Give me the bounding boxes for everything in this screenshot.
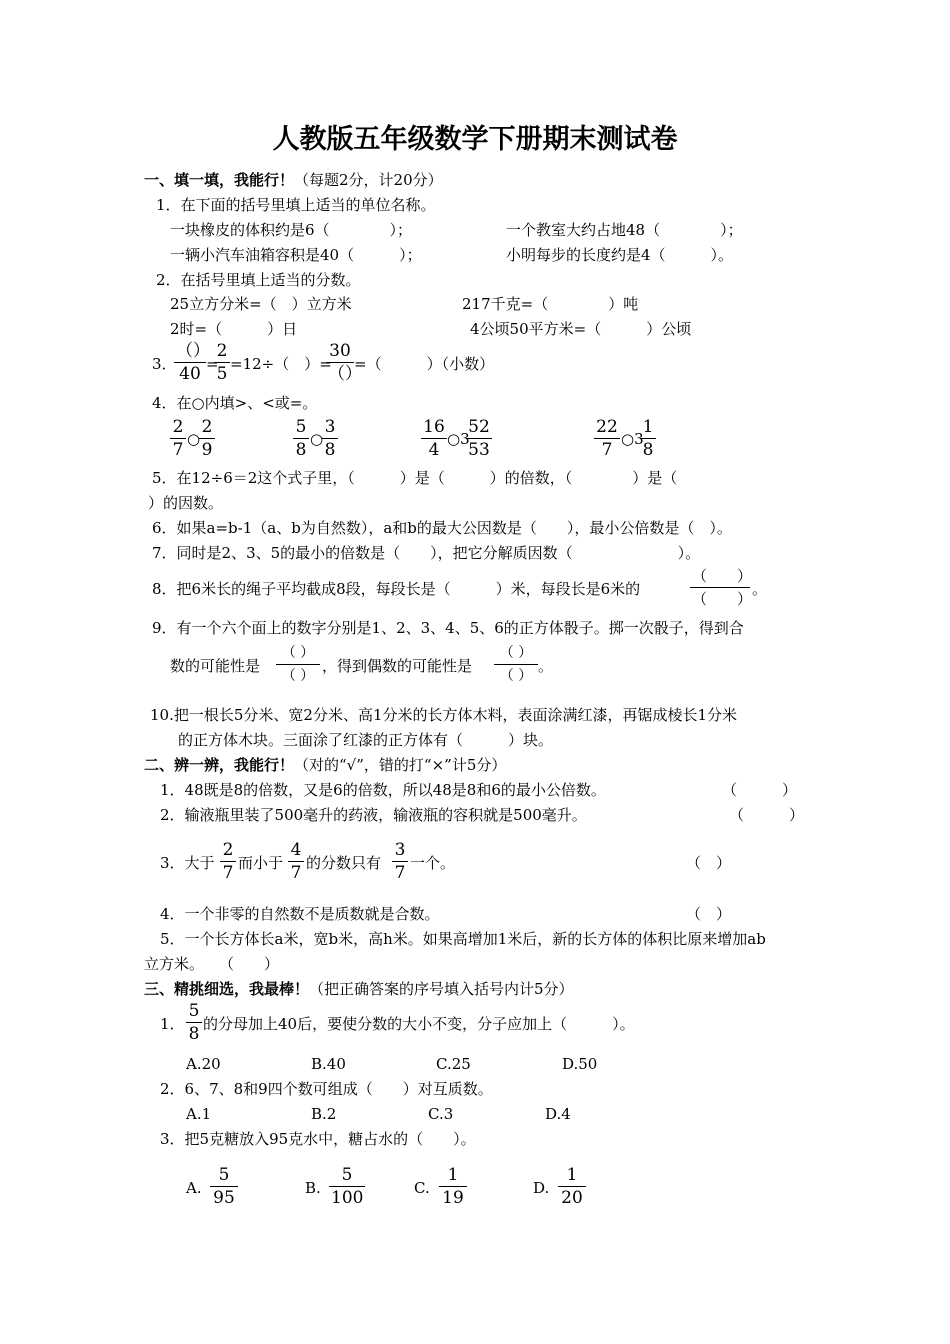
s3-q1-fraction: [186, 1000, 202, 1045]
s2-q3-frac-1: [220, 839, 236, 884]
s3-q3-option-d-fraction: [558, 1164, 586, 1209]
s3-q1-num: 1．: [160, 1015, 185, 1033]
numerator: 22: [594, 416, 620, 439]
s2-q3-d: 一个。: [410, 854, 456, 872]
s2-q4-text: 4．一个非零的自然数不是质数就是合数。: [160, 905, 440, 923]
denominator: 7: [290, 863, 302, 883]
denominator: 7: [172, 440, 184, 460]
numerator: （）: [176, 341, 210, 361]
s3-q3-option-c-label: C.: [414, 1179, 430, 1197]
s1-q4-pair3-right: [466, 416, 492, 461]
s2-q4-mark: （ ）: [686, 905, 732, 923]
s3-q3-option-d-label: D.: [533, 1179, 550, 1197]
s1-q4-pair4-right: [640, 416, 656, 461]
numerator: （ ）: [494, 642, 538, 665]
section-3-title: 三、精挑细选，我最棒！: [144, 980, 310, 998]
denominator: 9: [201, 440, 213, 460]
denominator: 8: [188, 1024, 200, 1044]
s1-q3-frac-1: [174, 340, 210, 385]
numerator: 30: [326, 340, 354, 363]
s1-q1-c: 一辆小汽车油箱容积是40（ ）；: [170, 246, 422, 264]
s1-q9-fraction-1: [276, 642, 320, 687]
numerator: 5: [293, 416, 309, 439]
s1-q9-line1: 9．有一个六个面上的数字分别是1、2、3、4、5、6的正方体骰子。掷一次骰子，得到合: [152, 619, 744, 637]
denominator: 100: [331, 1188, 364, 1208]
numerator: 5: [186, 1000, 202, 1023]
section-3-note: （把正确答案的序号填入括号内计5分）: [309, 980, 574, 998]
s1-q5-line1: 5．在12÷6＝2这个式子里，（ ）是（ ）的倍数，（ ）是（: [152, 469, 678, 487]
s2-q3-c: 的分数只有: [306, 854, 382, 872]
s1-q7: 7．同时是2、3、5的最小的倍数是（ ），把它分解质因数（ ）。: [152, 544, 701, 562]
s2-q5-line2: 立方米。 （ ）: [144, 955, 280, 973]
numerator: 52: [466, 416, 492, 439]
s3-q2-option-a: A.1: [186, 1105, 212, 1123]
numerator: 2: [214, 340, 230, 363]
s1-q9-b: ，得到偶数的可能性是: [322, 657, 473, 675]
s1-q1-stem: 1．在下面的括号里填上适当的单位名称。: [156, 196, 436, 214]
s1-q4-pair3-left: [421, 416, 447, 461]
s2-q3-b: 而小于: [238, 854, 284, 872]
s1-q9-a: 数的可能性是: [170, 657, 261, 675]
s3-q3-option-a-label: A.: [186, 1179, 202, 1197]
s1-q6: 6．如果a=b-1（a、b为自然数），a和b的最大公因数是（ ），最小公倍数是（ ）。: [152, 519, 732, 537]
s1-q1-a: 一块橡皮的体积约是6（ ）；: [170, 221, 413, 239]
denominator: （ ）: [499, 668, 533, 684]
s1-q3-frac-2: [214, 340, 230, 385]
numerator: 2: [170, 416, 186, 439]
numerator: 2: [220, 839, 236, 862]
denominator: 4: [428, 440, 440, 460]
s1-q4-pair2-right: [322, 416, 338, 461]
s1-q2-a: 25立方分米=（ ）立方米: [170, 295, 352, 313]
s3-q1-option-a: A.20: [186, 1055, 221, 1073]
s3-q3-option-a-fraction: [210, 1164, 238, 1209]
s3-q3-option-b-fraction: [329, 1164, 365, 1209]
section-2-heading: [144, 755, 506, 775]
s1-q9-tail: 。: [538, 657, 554, 675]
s1-q2-d: 4公顷50平方米=（ ）公顷: [470, 320, 692, 338]
numerator: 1: [640, 416, 656, 439]
numerator: 16: [421, 416, 447, 439]
s1-q3-num: 3．: [152, 355, 177, 373]
s1-q4-pair2-circle: ○: [310, 430, 324, 448]
s3-q1-text: 的分母加上40后，要使分数的大小不变，分子应加上（ ）。: [203, 1015, 635, 1033]
s1-q2-c: 2时=（ ）日: [170, 320, 298, 338]
numerator: （ ）: [690, 565, 750, 588]
section-1-title: 一、填一填，我能行！: [144, 171, 295, 189]
denominator: 7: [394, 863, 406, 883]
s3-q3-option-b-label: B.: [305, 1179, 321, 1197]
denominator: 7: [222, 863, 234, 883]
s1-q4-pair1-right: [199, 416, 215, 461]
denominator: 5: [216, 364, 228, 384]
s1-q4-pair1-circle: ○: [187, 430, 201, 448]
numerator: 4: [288, 839, 304, 862]
s3-q2-option-b: B.2: [311, 1105, 337, 1123]
s3-q1-option-c: C.25: [436, 1055, 471, 1073]
s1-q10-line2: 的正方体木块。三面涂了红漆的正方体有（ ）块。: [178, 731, 554, 749]
s3-q1-option-d: D.50: [562, 1055, 598, 1073]
s3-q2-option-c: C.3: [428, 1105, 454, 1123]
s2-q2-text: 2．输液瓶里装了500毫升的药液，输液瓶的容积就是500毫升。: [160, 806, 587, 824]
s1-q8-fraction: [690, 565, 753, 610]
s2-q2-mark: （ ）: [729, 806, 805, 824]
s1-q4-pair1-left: [170, 416, 186, 461]
denominator: 53: [468, 440, 490, 460]
section-3-heading: [144, 979, 574, 999]
section-1-heading: [144, 170, 443, 190]
s3-q3-text: 3．把5克糖放入95克水中，糖占水的（ ）。: [160, 1130, 476, 1148]
numerator: 5: [329, 1164, 365, 1187]
denominator: 8: [642, 440, 654, 460]
s1-q3-tail: =（ ）（小数）: [354, 355, 495, 373]
s3-q1-option-b: B.40: [311, 1055, 346, 1073]
denominator: 40: [179, 364, 201, 384]
s1-q4-pair4-circle: ○3: [621, 430, 644, 448]
s2-q3-frac-3: [392, 839, 408, 884]
denominator: 20: [561, 1188, 583, 1208]
s3-q2-option-d: D.4: [545, 1105, 571, 1123]
denominator: （ ）: [692, 590, 753, 608]
denominator: （）: [328, 364, 362, 384]
s1-q8-text: 8．把6米长的绳子平均截成8段，每段长是（ ）米，每段长是6米的: [152, 580, 641, 598]
s1-q4-pair3-circle: ○3: [447, 430, 470, 448]
s1-q4-stem: 4．在○内填>、<或=。: [152, 394, 318, 412]
section-1-note: （每题2分，计20分）: [294, 171, 443, 189]
numerator: 1: [558, 1164, 586, 1187]
s1-q8-tail: 。: [752, 580, 768, 598]
denominator: 8: [324, 440, 336, 460]
s1-q2-b: 217千克=（ ）吨: [462, 295, 639, 313]
section-2-note: （对的“√”，错的打“×”计5分）: [294, 756, 507, 774]
s3-q2-text: 2．6、7、8和9四个数可组成（ ）对互质数。: [160, 1080, 493, 1098]
s1-q9-fraction-2: [494, 642, 538, 687]
numerator: 2: [199, 416, 215, 439]
s1-q4-pair4-left: [594, 416, 620, 461]
denominator: 7: [601, 440, 613, 460]
s2-q3-a: 3．大于: [160, 854, 215, 872]
s1-q3-middle: =12÷（ ）=: [230, 355, 332, 373]
s1-q5-line2: ）的因数。: [148, 494, 224, 512]
denominator: （ ）: [281, 668, 315, 684]
denominator: 8: [295, 440, 307, 460]
numerator: 1: [439, 1164, 467, 1187]
s2-q3-mark: （ ）: [686, 854, 732, 872]
s1-q1-b: 一个教室大约占地48（ ）；: [506, 221, 743, 239]
section-2-title: 二、辨一辨，我能行！: [144, 756, 295, 774]
s1-q4-pair2-left: [293, 416, 309, 461]
s2-q1-text: 1．48既是8的倍数，又是6的倍数，所以48是8和6的最小公倍数。: [160, 781, 606, 799]
numerator: （ ）: [276, 642, 320, 665]
s2-q3-frac-2: [288, 839, 304, 884]
numerator: 3: [322, 416, 338, 439]
s1-q10-line1: 10.把一根长5分米、宽2分米、高1分米的长方体木料，表面涂满红漆，再锯成棱长1分米: [150, 706, 738, 724]
s1-q2-stem: 2．在括号里填上适当的分数。: [156, 271, 361, 289]
s2-q5-line1: 5．一个长方体长a米，宽b米，高h米。如果高增加1米后，新的长方体的体积比原来增加ab: [160, 930, 766, 948]
denominator: 19: [442, 1188, 464, 1208]
s3-q3-option-c-fraction: [439, 1164, 467, 1209]
denominator: 95: [213, 1188, 235, 1208]
s1-q1-d: 小明每步的长度约是4（ ）。: [506, 246, 734, 264]
page-title: 人教版五年级数学下册期末测试卷: [272, 124, 678, 155]
s2-q1-mark: （ ）: [722, 781, 798, 799]
numerator: 3: [392, 839, 408, 862]
numerator: 5: [210, 1164, 238, 1187]
s1-q3-frac-3: [326, 340, 362, 385]
s1-q3-equals: =: [206, 355, 219, 373]
